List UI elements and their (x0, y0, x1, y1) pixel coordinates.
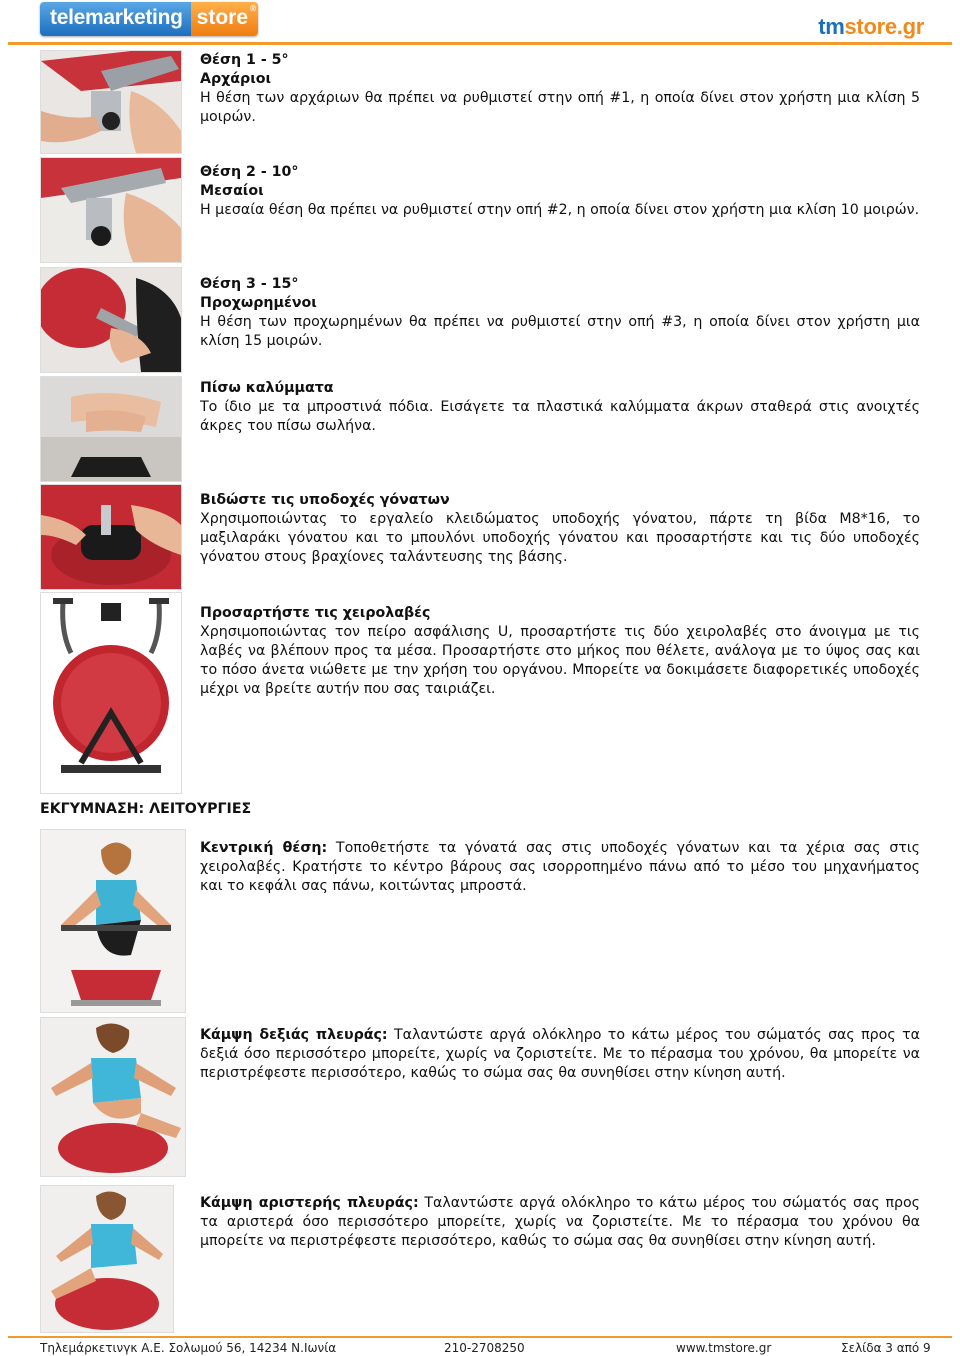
photo-right-side-bend (40, 1017, 186, 1177)
photo-rear-caps (40, 376, 182, 482)
block-subtitle: Μεσαίοι (200, 183, 264, 199)
block-body: Η μεσαία θέση θα πρέπει να ρυθμιστεί στην οπή #2, η οποία δίνει στον χρήστη μια κλίση 10 μοιρών. (200, 202, 920, 218)
footer-company: Τηλεμάρκετινγκ Α.Ε. Σολωμού 56, 14234 Ν.Ιωνία (40, 1341, 337, 1355)
photo-leg-adjust-3 (40, 267, 182, 373)
photo-handlebars-machine (40, 592, 182, 794)
block-body: Χρησιμοποιώντας το εργαλείο κλειδώματος υποδοχής γόνατου, πάρτε τη βίδα M8*16, το μαξιλαράκι γόνατου και το μπουλόνι υποδοχής γόνατου και προσαρτήστε και τις δύο υποδοχές γόνατου στους βραχίονες ταλάντευσης της βάσης. (200, 511, 920, 565)
exercise-center (200, 839, 920, 896)
block-body: Η θέση των προχωρημένων θα πρέπει να ρυθμιστεί στην οπή #3, η οποία δίνει στον χρήστη μια κλίση 15 μοιρών. (200, 314, 920, 349)
page-header (0, 0, 960, 46)
footer-phone: 210-2708250 (444, 1341, 525, 1355)
exercise-title: Κάμψη δεξιάς πλευράς: (200, 1027, 388, 1043)
footer-website[interactable]: www.tmstore.gr (676, 1341, 772, 1355)
block-title: Προσαρτήστε τις χειρολαβές (200, 605, 431, 621)
logo-store-text: store ® (191, 2, 258, 36)
block-title: Θέση 1 - 5° (200, 52, 289, 68)
setting-block-3 (200, 275, 920, 351)
exercise-body: Ταλαντώστε αργά ολόκληρο το κάτω μέρος του σώματός σας προς τα δεξιά όσο περισσότερο μπορείτε, χωρίς να ζοριστείτε. Με το πέρασμα του χρόνου, θα μπορείτε να περιστρέφεστε περισσότερο, καθώς το σώμα σας θα συνηθίσει στην κίνηση αυτή. (200, 1027, 920, 1081)
photo-knee-pad (40, 484, 182, 590)
exercise-title: Κεντρική θέση: (200, 840, 328, 856)
telemarketing-store-logo (40, 2, 258, 36)
block-title: Βιδώστε τις υποδοχές γόνατων (200, 492, 450, 508)
block-body: Χρησιμοποιώντας τον πείρο ασφάλισης U, προσαρτήστε τις δύο χειρολαβές στο άνοιγμα με τις λαβές να βλέπουν προς τα μέσα. Προσαρτήστε στο μήκος που θέλετε, ανάλογα με το ύψος σας και το πόσο άνετα νιώθετε με την χρήση του οργάνου. Μπορείτε να δοκιμάσετε διαφορετικές υποδοχές μέχρι να βρείτε αυτήν που σας ταιριάζει. (200, 624, 920, 697)
block-body: Το ίδιο με τα μπροστινά πόδια. Εισάγετε τα πλαστικά καλύμματα άκρων σταθερά στις ανοιχτές άκρες του πίσω σωλήνα. (200, 399, 920, 434)
block-body: Η θέση των αρχάριων θα πρέπει να ρυθμιστεί στην οπή #1, η οποία δίνει στον χρήστη μια κλίση 5 μοιρών. (200, 90, 920, 125)
photo-center-position (40, 829, 186, 1013)
exercise-left-bend (200, 1194, 920, 1251)
section-heading: ΕΚΓΥΜΝΑΣΗ: ΛΕΙΤΟΥΡΓΙΕΣ (40, 801, 252, 817)
block-subtitle: Προχωρημένοι (200, 295, 317, 311)
tmstore-logo: tmstore.gr (818, 14, 924, 39)
setting-block-2 (200, 163, 920, 220)
footer-rule (8, 1336, 952, 1338)
photo-left-side-bend (40, 1185, 174, 1333)
setting-block-1 (200, 51, 920, 127)
registered-mark: ® (250, 4, 257, 13)
rear-caps-block (200, 379, 920, 436)
header-rule (8, 42, 952, 45)
exercise-right-bend (200, 1026, 920, 1083)
exercise-body: Ταλαντώστε αργά ολόκληρο το κάτω μέρος του σώματός σας προς τα αριστερά όσο περισσότερο μπορείτε, χωρίς να ζοριστείτε. Με το πέρασμα του χρόνου θα μπορείτε να περιστρέφεστε περισσότερο, καθώς το σώμα σας θα συνηθίσει στην κίνηση αυτή. (200, 1195, 921, 1249)
photo-leg-adjust-2 (40, 157, 182, 263)
exercise-body: Τοποθετήστε τα γόνατά σας στις υποδοχές γόνατων και τα χέρια σας στις χειρολαβές. Κρατήστε το κέντρο βάρους σας ισορροπημένο πάνω από το μέσο του μηχανήματος και το κεφάλι σας πάνω, κοιτώντας μπροστά. (200, 840, 920, 894)
block-title: Θέση 2 - 10° (200, 164, 299, 180)
photo-leg-adjust-1 (40, 50, 182, 154)
handlebars-block (200, 604, 920, 699)
block-title: Πίσω καλύμματα (200, 380, 334, 396)
block-title: Θέση 3 - 15° (200, 276, 299, 292)
exercise-title: Κάμψη αριστερής πλευράς: (200, 1195, 419, 1211)
knee-pad-block (200, 491, 920, 567)
logo-telemarketing-text: telemarketing (40, 2, 191, 36)
footer-page-number: Σελίδα 3 από 9 (841, 1341, 931, 1355)
block-subtitle: Αρχάριοι (200, 71, 271, 87)
